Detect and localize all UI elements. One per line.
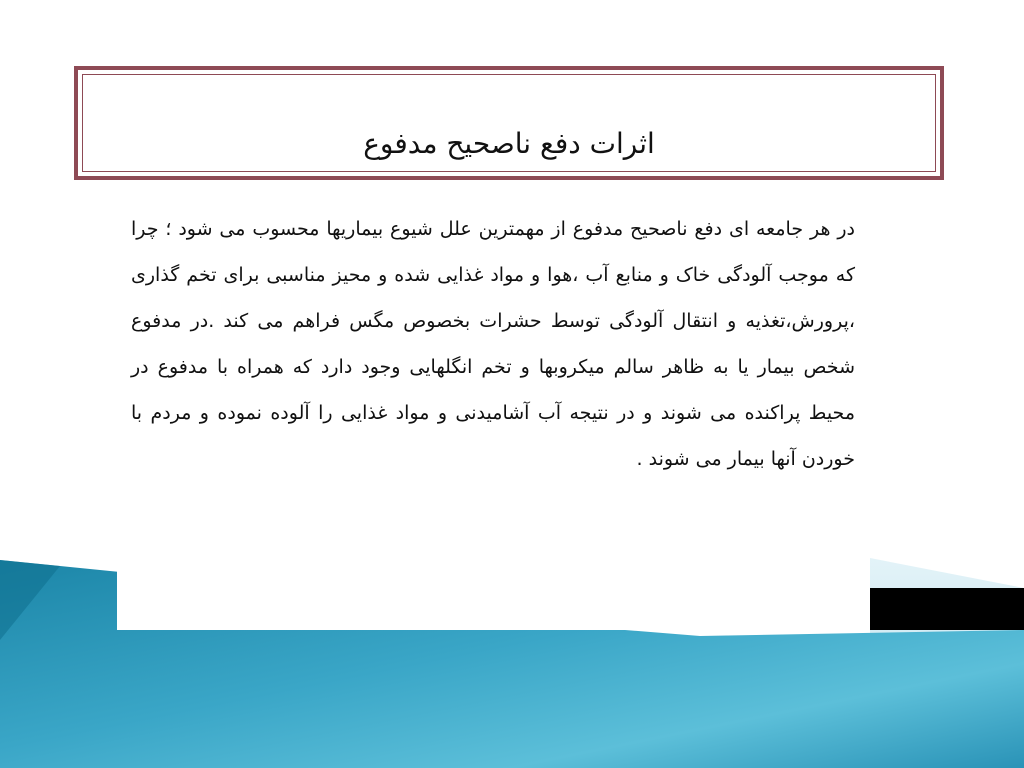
body-paragraph: در هر جامعه ای دفع ناصحیح مدفوع از مهمترین علل شیوع بیماریها محسوب می شود ؛ چرا که موجب آلودگی خاک و منابع آب ،هوا و مواد غذایی شده و محیز مناسبی برای تخم گذاری ،پرورش،تغذیه و انتقال آلودگی توسط حشرات بخصوص مگس فراهم می کند .در مدفوع شخص بیمار یا به ظاهر سالم میکروبها و تخم انگلهایی وجود دارد که همراه با مدفوع در محیط پراکنده می شوند و در نتیجه آب آشامیدنی و مواد غذایی را آلوده نموده و مردم با خوردن آنها بیمار می شوند . xyxy=(131,218,855,470)
title-frame xyxy=(74,66,944,180)
content-panel xyxy=(117,186,870,630)
slide-title: اثرات دفع ناصحیح مدفوع xyxy=(363,127,655,160)
